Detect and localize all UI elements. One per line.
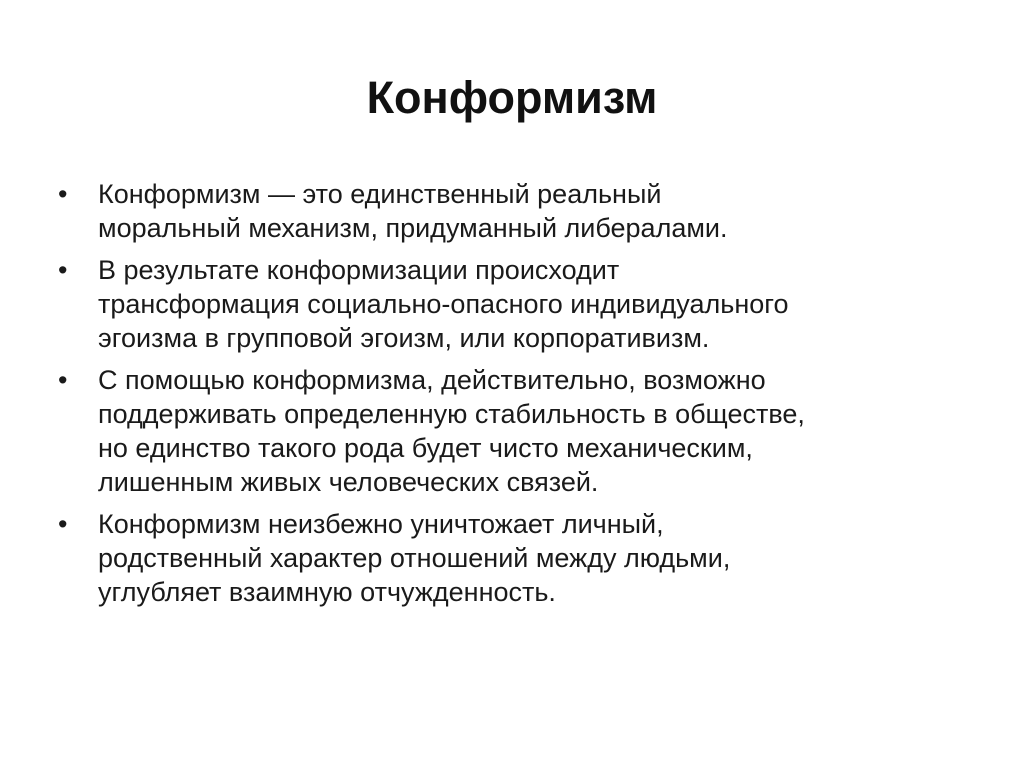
bullet-text-line: Конформизм — это единственный реальный [98, 179, 662, 209]
bullet-item [58, 177, 978, 245]
bullet-text-line: Конформизм неизбежно уничтожает личный, [98, 509, 664, 539]
bullet-text-line: В результате конформизации происходит [98, 255, 620, 285]
bullet-item [58, 507, 978, 609]
bullet-text-line: моральный механизм, придуманный либералами. [98, 213, 728, 243]
bullet-text-line: углубляет взаимную отчужденность. [98, 577, 556, 607]
bullet-text-line: эгоизма в групповой эгоизм, или корпоративизм. [98, 323, 710, 353]
bullet-icon: • [58, 255, 68, 285]
bullet-icon: • [58, 509, 68, 539]
slide-title: Конформизм [366, 72, 658, 123]
bullet-text-line: лишенным живых человеческих связей. [98, 467, 599, 497]
bullet-text-line: поддерживать определенную стабильность в обществе, [98, 399, 805, 429]
bullet-text-line: трансформация социально-опасного индивидуального [98, 289, 789, 319]
bullet-text-line: родственный характер отношений между людьми, [98, 543, 731, 573]
bullet-text-line: но единство такого рода будет чисто механическим, [98, 433, 753, 463]
bullet-text-line: С помощью конформизма, действительно, возможно [98, 365, 766, 395]
bullet-icon: • [58, 365, 68, 395]
bullet-list [58, 177, 978, 617]
bullet-icon: • [58, 179, 68, 209]
bullet-item [58, 253, 978, 355]
bullet-item [58, 363, 978, 499]
